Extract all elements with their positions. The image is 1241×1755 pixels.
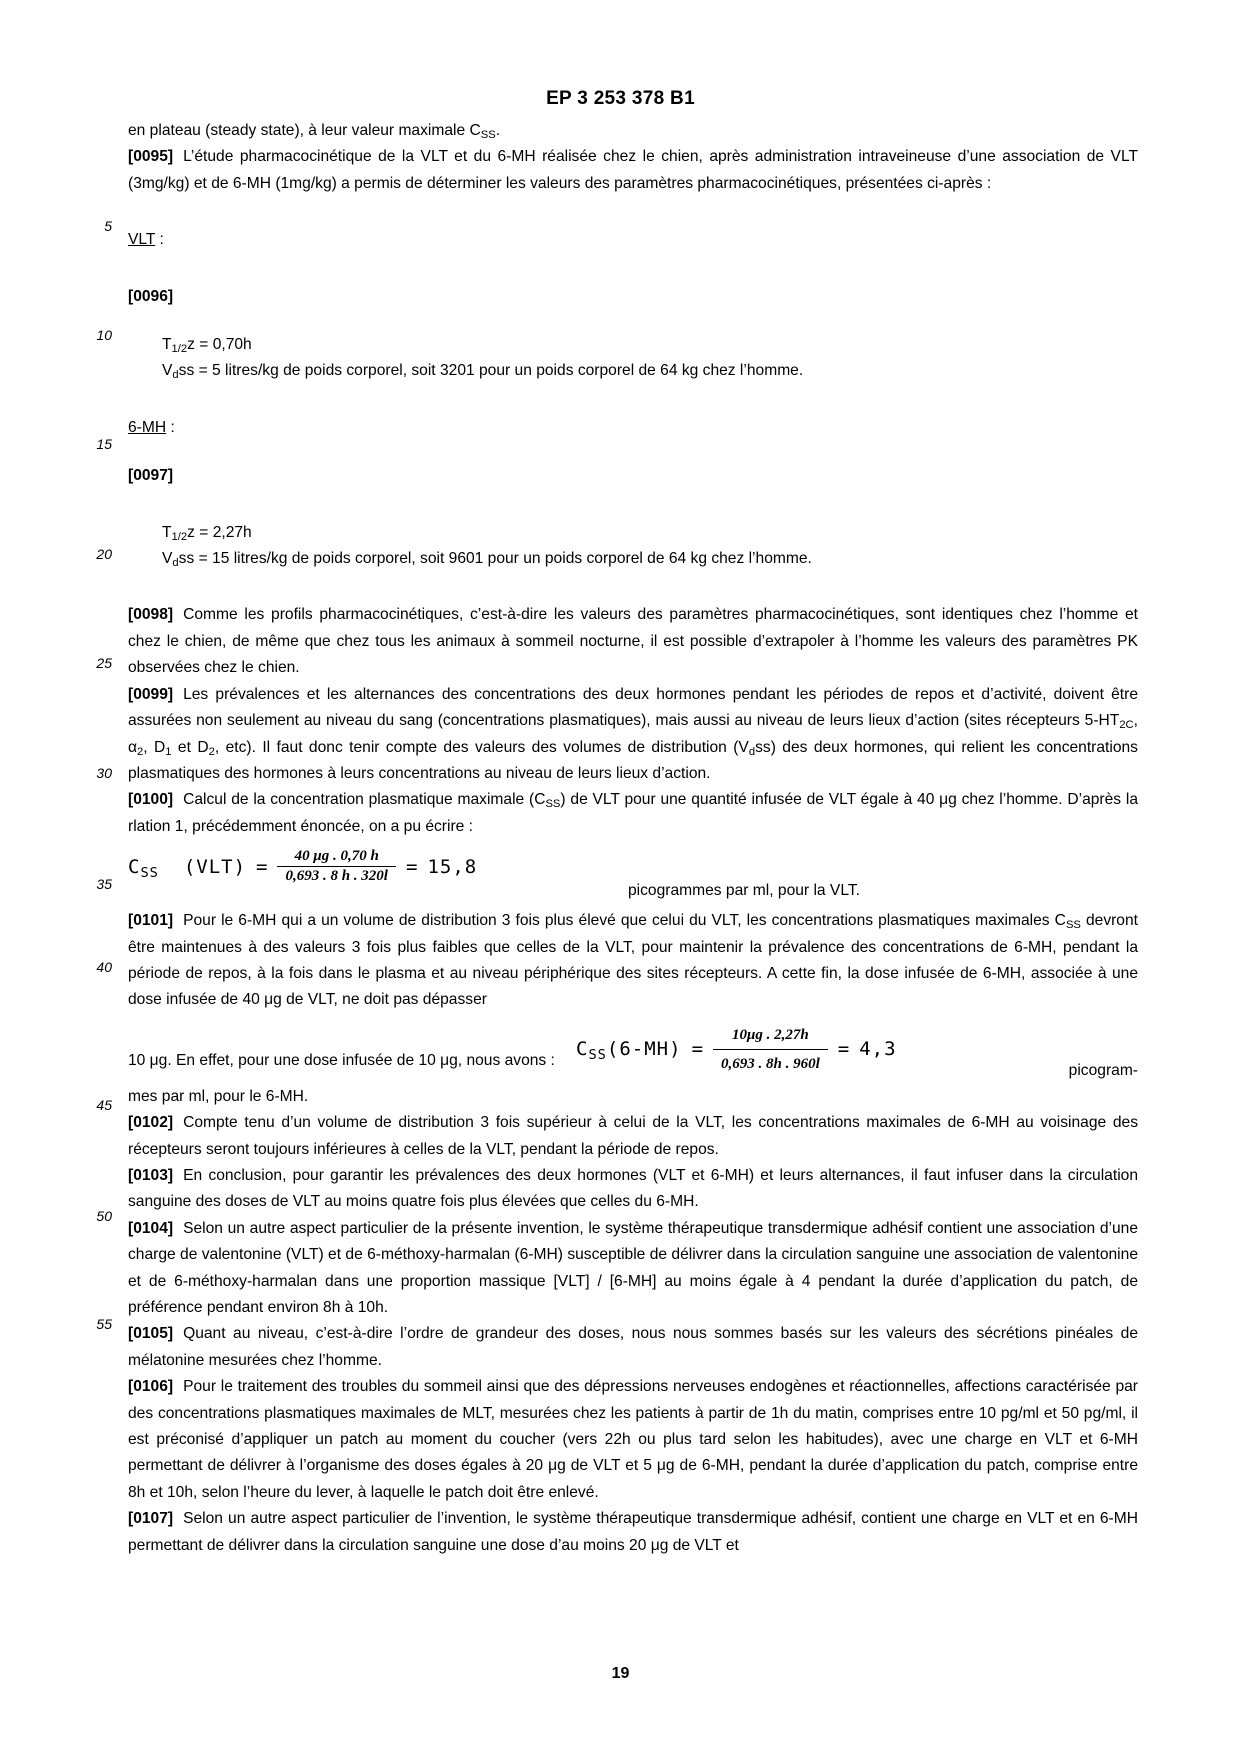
body-column [128,118,1138,1559]
lead-line [128,118,1138,144]
heading-6mh-colon: : [166,418,175,436]
p0099-sub-2c: 2C [1119,719,1134,732]
p0101-part-a: Pour le 6-MH qui a un volume de distribution 3 fois plus élevé que celui du VLT, les concentrations plasmatiques maximales C [183,912,1066,930]
formula-css-6mh-row [128,1014,1138,1090]
line-number: 20 [96,546,112,562]
formula-result: 4,3 [859,1038,897,1061]
line-number: 50 [96,1208,112,1224]
paragraph-tag: [0105] [128,1325,174,1343]
vlt-t-half-pre: T [162,336,172,354]
paragraph-0102 [128,1110,1138,1163]
heading-vlt [128,227,1138,253]
paragraph-0097 [128,463,1138,489]
heading-6mh-label: 6-MH [128,418,167,436]
6mh-vdss-pre: V [162,550,173,568]
vlt-vdss-pre: V [162,362,173,380]
paragraph-tag: [0100] [128,791,174,809]
formula-numerator: 40 μg . 0,70 h [277,848,396,867]
paragraph-text: Pour le traitement des troubles du sommeil ainsi que des dépressions nerveuses endogènes et réactionnelles, affections caractérisée par des concentrations plasmatiques maximales de MLT, mesurées chez les patients à partir de 1h du matin, comprises entre 10 pg/ml et 50 pg/ml, il est préconisé d’appliquer un patch au moment du coucher (vers 22h ou plus tard selon les habitudes), avec une charge en VLT et 6-MH permettant de délivrer à l’organisme des doses égales à 20 μg de VLT et 5 μg de 6-MH, pendant la durée d’application du patch, comprise entre 8h et 10h, selon l’heure du lever, à laquelle le patch doit être enlevé. [128,1378,1138,1501]
paragraph-text: Quant au niveau, c’est-à-dire l’ordre de grandeur des doses, nous nous sommes basés sur les valeurs des sécrétions pinéales de mélatonine mesurées chez l’homme. [128,1325,1138,1369]
heading-6mh [128,415,1138,441]
6mh-t-half-subscript: 1/2 [171,530,188,543]
p0100-part-a: Calcul de la concentration plasmatique maximale (C [183,791,546,809]
p0099-sub-alpha2: 2 [137,745,144,758]
paragraph-0103 [128,1163,1138,1216]
heading-vlt-colon: : [155,231,164,249]
lead-line-text: en plateau (steady state), à leur valeur maximale C [128,122,481,139]
paragraph-tag: [0101] [128,912,174,930]
p0100-sub-ss: SS [545,798,561,811]
vlt-vdss-post: ss = 5 litres/kg de poids corporel, soit 3201 pour un poids corporel de 64 kg chez l’homme. [178,362,804,380]
formula-equals-2: = [405,855,418,878]
p0099-sub-d2: 2 [208,745,215,758]
line-number: 15 [96,436,112,452]
vlt-t-half-post: z = 0,70h [187,336,252,354]
paragraph-text: Selon un autre aspect particulier de la présente invention, le système thérapeutique transdermique adhésif contient une association d’une charge de valentonine (VLT) et de 6-méthoxy-harmalan (6-MH) susceptible de délivrer dans la circulation sanguine une association de valentonine et de 6-méthoxy-harmalan dans une proportion massique [VLT] / [6-MH] au moins égale à 4 pendant la durée d’application du patch, de préférence pendant environ 8h à 10h. [128,1219,1138,1316]
formula-denominator: 0,693 . 8h . 960l [721,1056,820,1073]
formula-equals: = [691,1038,704,1061]
line-number: 25 [96,655,112,671]
p0101-part-c: 10 μg. En effet, pour une dose infusée de 10 μg, nous avons : [128,1051,555,1069]
formula-css-vlt [128,848,477,885]
line-number: 55 [96,1316,112,1332]
formula-trailing-text: picogrammes par ml, pour la VLT. [628,882,860,900]
lead-line-subscript: SS [480,129,496,142]
page-title: EP 3 253 378 B1 [546,88,695,109]
paragraph-0100 [128,787,1138,840]
6mh-t-half-post: z = 2,27h [187,523,252,541]
formula-fraction [277,848,396,885]
heading-vlt-label: VLT [128,231,156,249]
paragraph-tag: [0104] [128,1219,174,1237]
footer-page-number: 19 [611,1665,630,1682]
formula-lhs-subscript: SS [588,1047,607,1064]
line-number-column [82,0,112,1755]
lead-line-period: . [495,122,501,139]
paragraph-text: Selon un autre aspect particulier de l’invention, le système thérapeutique transdermique adhésif, contient une charge en VLT et en 6-MH permettant de délivrer dans la circulation sanguine une dose d’au moins 20 μg de VLT et [128,1510,1138,1554]
p0099-part-d: et D [171,738,209,756]
formula-lhs [128,855,247,881]
6mh-vdss-subscript: d [172,557,179,570]
paragraph-0106 [128,1374,1138,1506]
paragraph-0099 [128,682,1138,788]
paragraph-text: En conclusion, pour garantir les prévalences des deux hormones (VLT et 6-MH) et leurs alternances, il faut infuser dans la circulation sanguine des doses de VLT au moins quatre fois plus élevées que celles du 6-MH. [128,1166,1138,1211]
formula-numerator: 10μg . 2,27h [713,1022,828,1050]
formula-lhs-symbol: C [128,855,141,878]
formula-lhs-symbol: C [576,1038,589,1061]
line-number: 10 [96,327,112,343]
formula-lhs [576,1036,682,1062]
p0099-part-e: , etc). Il faut donc tenir compte des valeurs des volumes de distribution (V [214,738,749,756]
formula-denominator: 0,693 . 8 h . 320l [285,868,388,885]
p0099-sub-d1: 1 [165,745,172,758]
paragraph-tag: [0097] [128,467,174,485]
formula-lhs-subscript: SS [140,864,159,881]
paragraph-tag: [0096] [128,287,174,305]
formula-trailing-text: picogram- [1068,1061,1138,1079]
6mh-t-half [128,520,1138,546]
paragraph-tag: [0106] [128,1378,174,1396]
paragraph-0096 [128,284,1138,310]
vlt-t-half-subscript: 1/2 [171,343,188,356]
line-number: 5 [104,218,112,234]
paragraph-0104 [128,1216,1138,1322]
line-number: 30 [96,765,112,781]
p0101-continuation: mes par ml, pour le 6-MH. [128,1087,309,1105]
paragraph-text: L’étude pharmacocinétique de la VLT et du 6-MH réalisée chez le chien, après administration intraveineuse d’une association de VLT (3mg/kg) et de 6-MH (1mg/kg) a permis de déterminer les valeurs des paramètres pharmacocinétiques, présentées ci-après : [128,148,1138,192]
p0099-alpha: α [128,738,138,756]
line-number: 40 [96,959,112,975]
p0101-part-b: devront être maintenues à des valeurs 3 fois plus faibles que celles de la VLT, pour maintenir la prévalence des concentrations de 6-MH, pendant la période de repos, à la fois dans le plasma et au niveau périphérique des sites récepteurs. A cette fin, la dose infusée de 6-MH, associée à une dose infusée de 40 μg de VLT, ne doit pas dépasser [128,912,1138,1009]
paragraph-0107 [128,1506,1138,1559]
vlt-vdss-subscript: d [172,369,179,382]
p0099-part-b: , [1133,712,1138,730]
formula-equals: = [256,855,268,878]
p0099-sub-vd: d [748,745,756,758]
6mh-vdss [128,546,1138,572]
formula-equals-2: = [837,1038,850,1061]
6mh-vdss-post: ss = 15 litres/kg de poids corporel, soit 9601 pour un poids corporel de 64 kg chez l’homme. [178,550,812,568]
vlt-t-half [128,332,1138,358]
paragraph-text: Comme les profils pharmacocinétiques, c’est-à-dire les valeurs des paramètres pharmacocinétiques, sont identiques chez l’homme et chez le chien, de même que chez tous les animaux à sommeil nocturne, il est possible d’extrapoler à l’homme les valeurs des paramètres PK observées chez le chien. [128,606,1138,677]
p0099-part-c: , D [143,738,166,756]
formula-fraction [713,1022,828,1078]
paragraph-0101 [128,908,1138,1014]
paragraph-tag: [0103] [128,1166,174,1184]
formula-css-6mh [576,1022,897,1078]
paragraph-tag: [0102] [128,1114,174,1132]
vlt-vdss [128,358,1138,384]
formula-lhs-argument: (VLT) [183,855,247,878]
p0099-part-a: Les prévalences et les alternances des concentrations des deux hormones pendant les périodes de repos et d’activité, doivent être assurées non seulement au niveau du sang (concentrations plasmatiques), mais aussi au niveau de leurs lieux d’action (sites récepteurs 5-HT [128,685,1138,730]
6mh-t-half-pre: T [162,523,172,541]
paragraph-tag: [0099] [128,685,174,703]
paragraph-0105 [128,1321,1138,1374]
p0099-part-f: ss) des deux hormones, qui relient les concentrations plasmatiques des hormones à leurs concentrations au niveau de leurs lieux d’action. [128,738,1138,782]
paragraph-tag: [0095] [128,148,174,166]
line-number: 45 [96,1097,112,1113]
p0101-sub-ss: SS [1065,919,1081,932]
paragraph-0095 [128,144,1138,197]
line-number: 35 [96,876,112,892]
paragraph-tag: [0098] [128,606,174,624]
paragraph-tag: [0107] [128,1510,174,1528]
formula-lhs-argument: (6-MH) [606,1038,682,1061]
paragraph-0098 [128,602,1138,681]
formula-result: 15,8 [427,855,478,878]
p0100-part-b: ) de VLT pour une quantité infusée de VLT égale à 40 μg chez l’homme. D’après la rlation 1, précédemment énoncée, on a pu écrire : [128,791,1138,835]
paragraph-text: Compte tenu d’un volume de distribution 3 fois supérieur à celui de la VLT, les concentrations maximales de 6-MH au voisinage des récepteurs seront toujours inférieures à celles de la VLT, pendant la période de repos. [128,1114,1138,1158]
formula-css-vlt-row [128,848,1138,908]
